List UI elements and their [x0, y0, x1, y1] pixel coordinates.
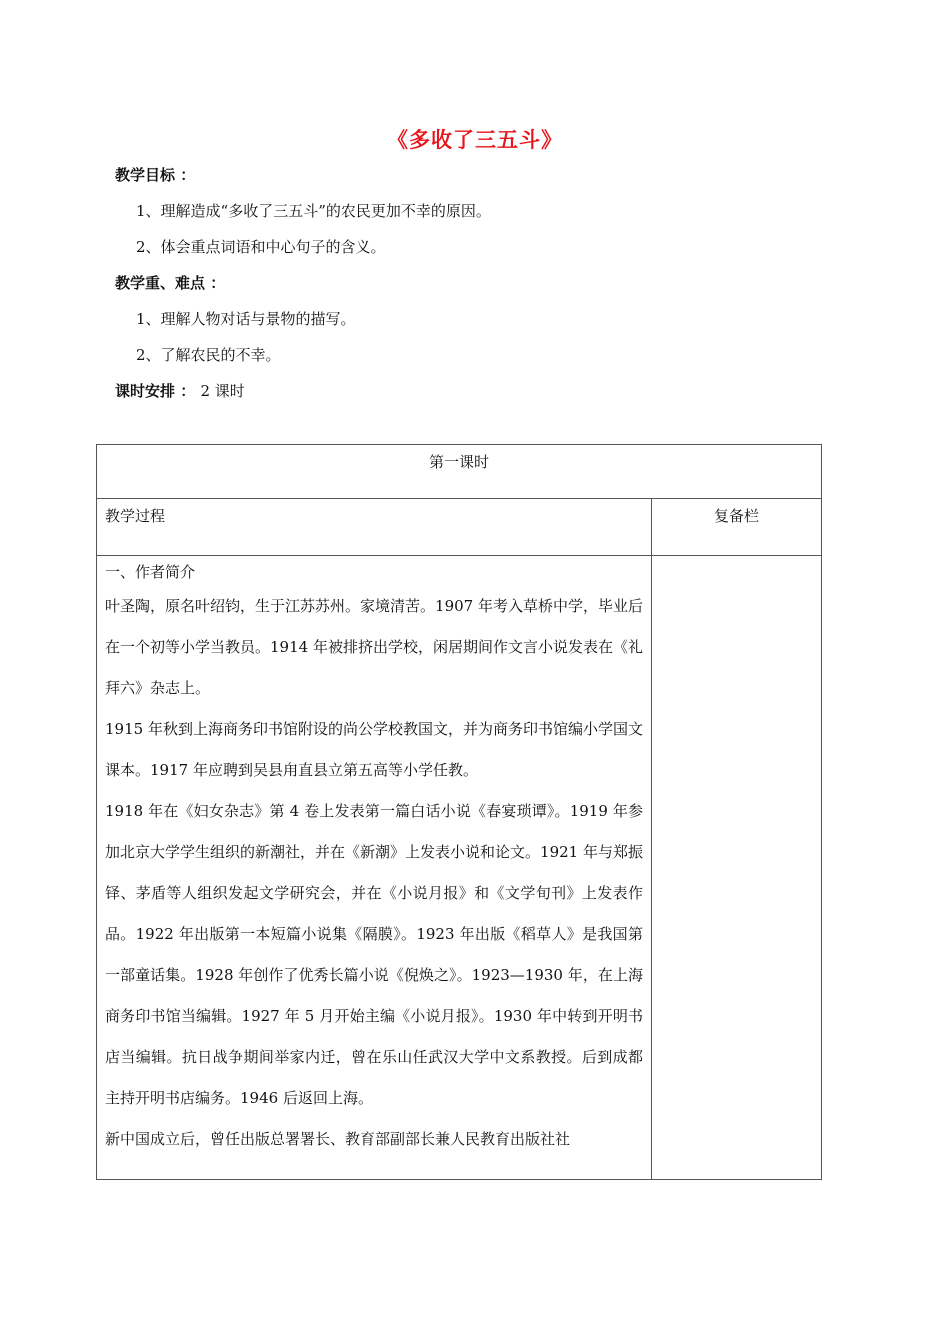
section-heading: 一、作者简介 [105, 563, 196, 581]
objectives-heading [115, 164, 195, 185]
content-cell [97, 556, 652, 1180]
objective-item: 1、理解造成“多收了三五斗”的农民更加不幸的原因。 [136, 202, 491, 220]
notes-label: 复备栏 [714, 507, 760, 525]
objectives-heading-sep: ： [175, 166, 196, 184]
session-cell [97, 445, 822, 499]
key-points-heading-text: 教学重、难点 [115, 274, 206, 292]
schedule-heading [115, 380, 245, 401]
key-points-heading [115, 272, 225, 293]
session-label: 第一课时 [429, 453, 490, 471]
objectives-heading-text: 教学目标 [115, 166, 176, 184]
lesson-table [96, 444, 822, 1180]
schedule-heading-sep: ： [175, 382, 196, 400]
key-point-item: 2、了解农民的不幸。 [136, 346, 281, 364]
content-body [97, 556, 651, 1160]
key-point-item: 1、理解人物对话与景物的描写。 [136, 310, 356, 328]
schedule-heading-text: 课时安排 [115, 382, 176, 400]
process-header-cell [97, 499, 652, 556]
process-label: 教学过程 [105, 507, 166, 525]
paragraph: 1915 年秋到上海商务印书馆附设的尚公学校教国文，并为商务印书馆编小学国文课本。1917 年应聘到吴县甪直县立第五高等小学任教。 [105, 720, 643, 779]
notes-cell [652, 556, 822, 1180]
objective-item: 2、体会重点词语和中心句子的含义。 [136, 238, 386, 256]
paragraph: 1918 年在《妇女杂志》第 4 卷上发表第一篇白话小说《春宴琐谭》。1919 年参加北京大学学生组织的新潮社，并在《新潮》上发表小说和论文。1921 年与郑振铎、茅盾等人组织发起文学研究会，并在《小说月报》和《文学旬刊》上发表作品。1922 年出版第一本短篇小说集《隔膜》。1923 年出版《稻草人》是我国第一部童话集。1928 年创作了优秀长篇小说《倪焕之》。1923—1930 年，在上海商务印书馆当编辑。1927 年 5 月开始主编《小说月报》。1930 年中转到开明书店当编辑。抗日战争期间举家内迁，曾在乐山任武汉大学中文系教授。后到成都主持开明书店编务。1946 后返回上海。 [105, 802, 643, 1107]
paragraph: 新中国成立后，曾任出版总署署长、教育部副部长兼人民教育出版社社 [105, 1130, 571, 1148]
document-title: 《多收了三五斗》 [387, 127, 563, 152]
notes-header-cell [652, 499, 822, 556]
key-points-heading-sep: ： [205, 274, 226, 292]
schedule-value: 2 课时 [200, 382, 245, 400]
paragraph: 叶圣陶，原名叶绍钧，生于江苏苏州。家境清苦。1907 年考入草桥中学，毕业后在一个初等小学当教员。1914 年被排挤出学校，闲居期间作文言小说发表在《礼拜六》杂志上。 [105, 597, 643, 697]
